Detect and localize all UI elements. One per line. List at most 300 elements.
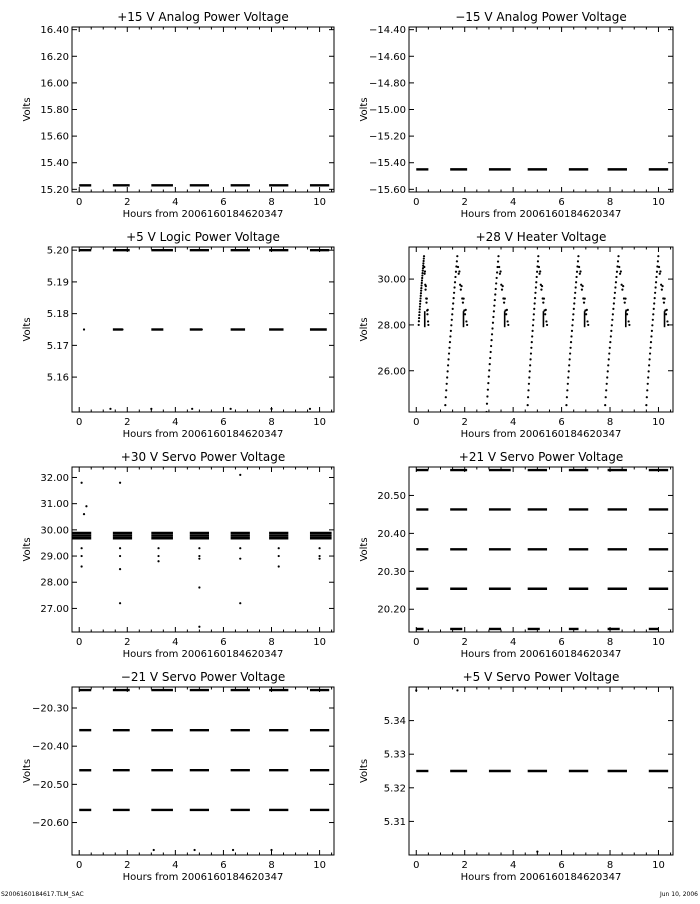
data-point [446,376,448,378]
data-point [586,320,588,322]
data-point [653,308,655,310]
y-tick-label: 15.80 [40,105,69,116]
data-point [466,324,468,326]
y-tick-label: 16.00 [40,78,69,90]
data-point [455,271,457,273]
data-point [456,255,458,257]
data-point [278,547,280,549]
data-point [278,565,280,567]
data-point [420,295,422,297]
data-point [421,277,423,279]
data-point [160,328,162,330]
data-point [667,324,669,326]
x-tick-label: 10 [652,197,665,208]
x-axis-label: Hours from 2006160184620347 [460,209,622,220]
y-tick-label: 15.60 [40,131,69,143]
data-point [487,389,489,391]
data-point [606,383,608,385]
x-tick-label: 8 [606,860,614,871]
data-point [427,324,429,326]
data-point [575,281,577,283]
data-point [610,330,612,332]
chart-title: +5 V Logic Power Voltage [126,230,280,244]
x-tick-label: 10 [313,637,326,648]
data-point [448,352,450,354]
x-tick-label: 10 [313,417,326,428]
y-tick-label: 15.20 [40,184,69,196]
data-point [422,270,424,272]
data-point [531,341,533,343]
data-point [529,358,531,360]
data-point [239,547,241,549]
x-tick-label: 10 [313,197,326,208]
data-point [150,408,152,410]
data-point [538,266,540,268]
data-point [654,292,656,294]
data-point [445,396,447,398]
y-tick-label: 30.00 [377,274,406,286]
data-point [503,302,505,304]
data-point [541,285,543,287]
data-point [454,276,456,278]
data-point [540,289,542,291]
x-tick-label: 0 [76,417,83,428]
data-point [489,363,491,365]
x-tick-label: 10 [313,860,326,871]
chart-title: +28 V Heater Voltage [475,230,607,244]
data-point [494,299,496,301]
x-tick-label: 6 [558,197,565,208]
data-point [496,271,498,273]
x-tick-label: 8 [606,197,614,208]
data-point [420,284,422,286]
y-axis-label: Volts [359,317,370,342]
x-tick-label: 4 [509,197,517,208]
data-point [652,319,654,321]
data-point [544,313,546,315]
data-point [572,319,574,321]
data-point [619,273,621,275]
data-point [488,376,490,378]
data-point [454,281,456,283]
x-axis-label: Hours from 2006160184620347 [122,209,284,220]
data-point [239,474,241,476]
chart-title: −21 V Servo Power Voltage [120,670,286,684]
plot-frame [72,247,334,412]
data-point [567,383,569,385]
data-point [648,370,650,372]
data-point [230,408,232,410]
data-point [653,302,655,304]
x-axis-label: Hours from 2006160184620347 [460,429,622,440]
y-tick-label: 5.31 [383,816,406,828]
data-point [570,335,572,337]
data-layer [416,470,668,629]
data-point [270,408,272,410]
data-point [567,376,569,378]
data-point [419,297,421,299]
data-point [569,358,571,360]
x-tick-label: 10 [652,860,665,871]
data-point [566,389,568,391]
data-point [646,396,648,398]
data-point [415,689,417,691]
data-point [621,289,623,291]
data-point [565,404,567,406]
data-point [663,302,665,304]
x-tick-label: 8 [268,637,275,648]
footer-filename: S2006160184617.TLM_SAC [1,891,84,898]
data-point [121,328,123,330]
x-tick-label: 2 [461,637,468,648]
data-point [648,358,650,360]
data-point [529,370,531,372]
data-point [487,382,489,384]
data-point [81,482,83,484]
chart-panel-4 [359,230,673,440]
data-point [119,568,121,570]
data-point [657,255,659,257]
data-point [458,270,460,272]
y-tick-label: 5.34 [383,716,406,728]
data-point [423,257,425,259]
data-point [81,565,83,567]
y-tick-label: 27.00 [40,603,69,615]
data-point [453,286,455,288]
data-point [542,302,544,304]
data-point [419,300,421,302]
data-point [504,298,506,300]
data-point [546,324,548,326]
data-point [493,305,495,307]
data-point [445,389,447,391]
data-point [198,558,200,560]
data-point [627,309,629,311]
data-point [617,260,619,262]
data-point [527,396,529,398]
y-tick-label: 31.00 [40,499,69,511]
data-point [198,547,200,549]
data-point [570,341,572,343]
data-point [449,335,451,337]
x-tick-label: 8 [268,860,275,871]
data-point [586,309,588,311]
y-tick-label: 20.20 [377,604,406,616]
data-point [318,558,320,560]
data-point [624,302,626,304]
chart-title: +5 V Servo Power Voltage [462,670,620,684]
chart-title: +21 V Servo Power Voltage [458,450,624,464]
data-point [566,396,568,398]
data-point [421,279,423,281]
data-point [444,404,446,406]
data-point [584,298,586,300]
data-layer [415,689,668,852]
chart-panel-3 [22,230,334,440]
y-axis-label: Volts [359,758,370,784]
data-point [647,376,649,378]
y-tick-label: −14.40 [368,25,406,37]
data-point [528,376,530,378]
data-point [647,383,649,385]
x-axis-label: Hours from 2006160184620347 [122,649,284,660]
data-point [498,266,500,268]
data-point [85,505,87,507]
y-tick-label: 5.16 [46,372,69,384]
data-point [645,404,647,406]
y-tick-label: −14.80 [368,78,406,90]
data-point [628,324,630,326]
y-tick-label: 5.18 [46,309,69,321]
y-tick-label: 16.40 [40,25,69,37]
data-point [278,555,280,557]
data-point [618,266,620,268]
data-point [654,297,656,299]
data-point [419,308,421,310]
x-tick-label: 0 [76,860,83,871]
data-point [610,335,612,337]
chart-title: +15 V Analog Power Voltage [117,10,289,24]
data-point [651,330,653,332]
data-point [615,281,617,283]
y-tick-label: 28.00 [40,577,69,589]
data-point [446,383,448,385]
y-tick-label: −20.40 [31,741,69,753]
data-point [571,324,573,326]
data-layer [79,250,329,410]
data-point [650,341,652,343]
data-point [620,270,622,272]
x-tick-label: 6 [220,860,227,871]
data-point [530,347,532,349]
x-tick-label: 2 [461,417,468,428]
data-point [447,364,449,366]
data-point [578,266,580,268]
data-point [423,266,425,268]
y-tick-label: 32.00 [40,472,69,484]
data-point [496,277,498,279]
data-point [83,328,85,330]
x-tick-label: 4 [509,860,517,871]
data-point [571,330,573,332]
y-tick-label: 28.00 [377,320,406,332]
data-point [537,255,539,257]
data-point [531,330,533,332]
chart-panel-5 [22,450,334,660]
data-point [579,270,581,272]
data-point [573,308,575,310]
data-point [535,281,537,283]
data-point [649,347,651,349]
data-point [453,292,455,294]
data-point [427,309,429,311]
plot-frame [72,467,334,632]
data-point [654,286,656,288]
data-point [577,260,579,262]
data-point [493,310,495,312]
data-point [624,298,626,300]
y-axis-label: Volts [359,537,370,562]
data-point [495,288,497,290]
data-point [527,389,529,391]
data-point [486,395,488,397]
x-axis-label: Hours from 2006160184620347 [122,429,284,440]
data-point [193,849,195,851]
data-point [191,408,193,410]
x-tick-label: 4 [172,197,179,208]
data-point [449,341,451,343]
data-point [501,289,503,291]
data-point [420,287,422,289]
data-point [537,260,539,262]
data-point [448,347,450,349]
data-point [659,273,661,275]
data-point [608,358,610,360]
data-point [568,370,570,372]
y-tick-label: 30.00 [40,525,69,537]
data-point [494,293,496,295]
data-point [622,285,624,287]
data-point [659,270,661,272]
data-point [419,303,421,305]
data-point [545,320,547,322]
x-tick-label: 8 [268,417,275,428]
data-point [499,270,501,272]
x-tick-label: 8 [606,637,614,648]
data-point [447,358,449,360]
data-point [201,328,203,330]
data-point [420,290,422,292]
data-point [605,389,607,391]
chart-title: +30 V Servo Power Voltage [120,450,286,464]
data-point [427,320,429,322]
data-point [530,352,532,354]
data-point [536,851,538,853]
data-point [490,345,492,347]
data-point [617,255,619,257]
data-point [534,292,536,294]
y-tick-label: 5.19 [46,277,69,289]
data-point [486,403,488,405]
data-layer [72,474,332,628]
data-point [239,558,241,560]
data-point [419,305,421,307]
data-point [615,276,617,278]
data-point [538,273,540,275]
data-point [457,266,459,268]
data-point [646,389,648,391]
data-point [649,352,651,354]
data-point [270,849,272,851]
x-axis-label: Hours from 2006160184620347 [460,872,622,883]
data-point [532,324,534,326]
data-point [650,335,652,337]
data-point [607,370,609,372]
data-point [502,285,504,287]
data-point [490,339,492,341]
x-tick-label: 2 [124,197,131,208]
y-tick-label: 26.00 [377,366,406,378]
chart-panel-6 [359,450,673,660]
data-point [421,272,423,274]
chart-title: −15 V Analog Power Voltage [455,10,627,24]
y-tick-label: 5.17 [46,340,69,352]
data-point [418,311,420,313]
data-point [611,319,613,321]
plot-frame [409,27,673,192]
y-tick-label: −15.20 [368,131,406,143]
chart-panel-7 [22,670,334,883]
data-point [456,260,458,262]
data-point [456,689,458,691]
data-point [239,602,241,604]
data-point [587,324,589,326]
data-point [425,302,427,304]
data-point [119,482,121,484]
data-point [534,297,536,299]
data-point [657,260,659,262]
y-tick-label: 20.50 [377,490,406,502]
data-point [576,271,578,273]
data-point [527,404,529,406]
data-point [425,285,427,287]
x-axis-label: Hours from 2006160184620347 [460,649,622,660]
data-point [616,271,618,273]
data-point [583,302,585,304]
data-point [666,309,668,311]
y-tick-label: 5.33 [383,749,406,761]
data-point [604,404,606,406]
data-point [533,308,535,310]
data-point [424,270,426,272]
y-tick-label: −14.60 [368,51,406,63]
data-point [495,282,497,284]
plot-frame [72,27,334,192]
data-point [424,289,426,291]
data-point [651,324,653,326]
data-point [318,547,320,549]
data-point [418,317,420,319]
data-point [465,320,467,322]
data-point [83,513,85,515]
data-point [499,273,501,275]
data-point [611,324,613,326]
data-point [198,626,200,628]
data-point [198,555,200,557]
data-point [606,376,608,378]
data-point [655,281,657,283]
chart-panel-1 [22,10,334,220]
x-tick-label: 2 [461,197,468,208]
x-tick-label: 6 [220,637,227,648]
data-point [628,320,630,322]
data-point [309,408,311,410]
data-point [539,270,541,272]
data-point [536,271,538,273]
data-point [529,364,531,366]
data-point [528,383,530,385]
data-point [661,285,663,287]
data-point [572,313,574,315]
data-point [451,313,453,315]
y-tick-label: 15.40 [40,158,69,170]
data-point [609,347,611,349]
data-point [574,297,576,299]
y-tick-label: 20.30 [377,566,406,578]
data-point [568,364,570,366]
data-point [577,255,579,257]
data-point [652,313,654,315]
